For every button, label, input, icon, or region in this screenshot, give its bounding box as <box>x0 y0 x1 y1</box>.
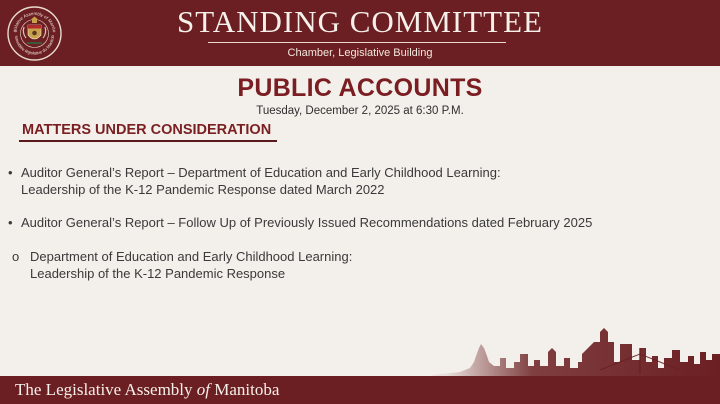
section-underline <box>19 140 277 142</box>
header-bar <box>0 0 720 66</box>
footer-suffix: Manitoba <box>210 380 280 399</box>
section-heading: MATTERS UNDER CONSIDERATION <box>22 122 272 138</box>
meeting-title: PUBLIC ACCOUNTS <box>237 74 483 102</box>
list-item <box>12 248 352 282</box>
list-item <box>8 164 501 198</box>
footer-bar <box>0 376 720 404</box>
list-item-line: Department of Education and Early Childhood Learning: <box>30 249 353 264</box>
list-item-line: Auditor General’s Report – Follow Up of Previously Issued Recommendations dated February 2025 <box>21 215 593 230</box>
list-item-line: Leadership of the K-12 Pandemic Response <box>30 266 286 281</box>
footer-italic: of <box>196 380 211 399</box>
bullet-marker: o <box>12 249 20 264</box>
assembly-name <box>15 379 279 401</box>
svg-text:Legislative Assembly of Manito: gislative Assembly of Manito <box>12 10 57 33</box>
bullet-marker: • <box>8 215 13 230</box>
meeting-datetime: Tuesday, December 2, 2025 at 6:30 P.M. <box>256 105 464 117</box>
list-item <box>8 214 592 231</box>
svg-text:Assemblée législative du Manit: ssemblée législative du Manitob <box>13 35 56 56</box>
list-item-line: Auditor General’s Report – Department of Education and Early Childhood Learning: <box>21 165 501 180</box>
committee-title: STANDING COMMITTEE <box>177 4 543 39</box>
footer-prefix: The Legislative Assembly <box>15 380 197 399</box>
location-subtitle: Chamber, Legislative Building <box>287 47 433 59</box>
list-item-line: Leadership of the K-12 Pandemic Response dated March 2022 <box>21 182 385 197</box>
title-divider <box>208 42 506 43</box>
assembly-seal-icon <box>7 6 62 61</box>
bullet-marker: • <box>8 165 13 180</box>
city-skyline-silhouette <box>0 318 720 380</box>
